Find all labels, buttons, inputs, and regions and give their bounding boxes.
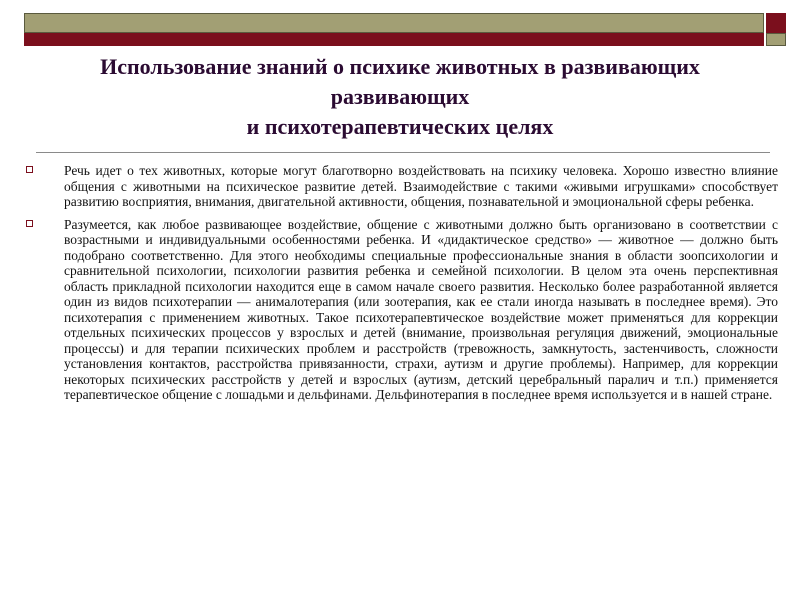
square-bullet-icon — [26, 220, 33, 227]
title-line-2: развивающих — [330, 84, 470, 109]
title-divider — [36, 152, 770, 153]
corner-square-maroon — [766, 13, 786, 33]
paragraph-text: Речь идет о тех животных, которые могут благотворно воздействовать на психику человека. Хорошо известно влияние общения с животными на психическое развитие детей. Взаимодействие с такими «живыми игрушками» способствует развитию восприятия, внимания, двигательной активности, общения, познавательной и эмоциональной сферы ребенка. — [64, 163, 778, 209]
bullet-paragraph-1 — [24, 163, 778, 210]
bullet-paragraph-2 — [24, 217, 778, 403]
bullet-list — [24, 163, 778, 410]
paragraph-text: Разумеется, как любое развивающее воздействие, общение с животными должно быть организовано в соответствии с возрастными и индивидуальными особенностями ребенка. И «дидактическое средство» — животное — должно быть подобрано соответственно. Для этого необходимы специальные профессиональные знания в области зоопсихологии и сравнительной психологии, психологии развития ребенка и семейной психологии. В целом эта очень перспективная область прикладной психологии находится еще в самом начале своего развития. Несколько более разработанной является один из видов психотерапии — анималотерапия (или зоотерапия, как ее стали иногда называть в последнее время). Это психотерапия с применением животных. Такое психотерапевтическое воздействие может применяться для коррекции отдельных психических процессов у взрослых и детей (внимание, произвольная регуляция движений, эмоциональные процессы) и для терапии психических проблем и расстройств (тревожность, замкнутость, застенчивость, сложности установления контактов, расстройства привязанности, страхи, аутизм и другие проблемы). Например, для коррекции некоторых психических расстройств у детей и взрослых (аутизм, детский церебральный паралич и т.п.) применяется терапевтическое общение с лошадьми и дельфинами. Дельфинотерапия в последнее время используется и в нашей стране. — [64, 216, 778, 402]
square-bullet-icon — [26, 166, 33, 173]
title-line-1: Использование знаний о психике животных в развивающих — [100, 54, 700, 79]
slide-title — [60, 52, 740, 142]
title-line-3: и психотерапевтических целях — [246, 114, 554, 139]
header-bar-olive — [24, 13, 764, 33]
corner-square-olive — [766, 33, 786, 46]
header-bar-maroon — [24, 33, 764, 46]
